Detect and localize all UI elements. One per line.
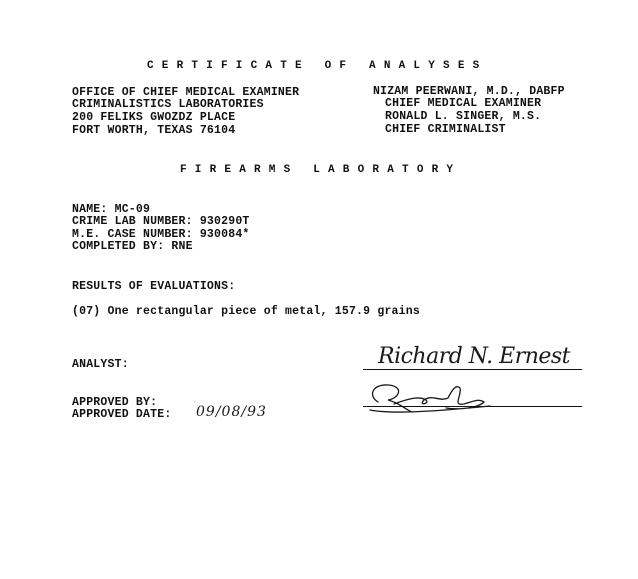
staff-line: CHIEF CRIMINALIST (385, 123, 506, 136)
office-line: CRIMINALISTICS LABORATORIES (72, 98, 264, 111)
result-item: (07) One rectangular piece of metal, 157.9 grains (72, 305, 420, 318)
approver-signature (360, 376, 500, 416)
office-line: OFFICE OF CHIEF MEDICAL EXAMINER (72, 86, 300, 99)
office-line: FORT WORTH, TEXAS 76104 (72, 124, 236, 137)
crime-lab-number: CRIME LAB NUMBER: 930290T (72, 215, 250, 228)
staff-line: RONALD L. SINGER, M.S. (385, 110, 542, 123)
me-case-number: M.E. CASE NUMBER: 930084* (72, 228, 250, 241)
analyst-label: ANALYST: (72, 358, 129, 371)
analyst-signature: Richard N. Ernest (378, 344, 571, 369)
results-heading: RESULTS OF EVALUATIONS: (72, 280, 236, 293)
office-line: 200 FELIKS GWOZDZ PLACE (72, 111, 236, 124)
completed-by: COMPLETED BY: RNE (72, 240, 193, 253)
certificate-title: CERTIFICATE OF ANALYSES (147, 60, 488, 72)
name-field: NAME: MC-09 (72, 203, 151, 216)
approved-by-label: APPROVED BY: (72, 396, 158, 409)
lab-title: FIREARMS LABORATORY (180, 164, 462, 176)
approved-date-value: 09/08/93 (196, 404, 267, 420)
staff-line: CHIEF MEDICAL EXAMINER (385, 97, 542, 110)
staff-line: NIZAM PEERWANI, M.D., DABFP (373, 85, 565, 98)
analyst-signature-line (363, 369, 582, 370)
approved-date-label: APPROVED DATE: (72, 408, 172, 421)
